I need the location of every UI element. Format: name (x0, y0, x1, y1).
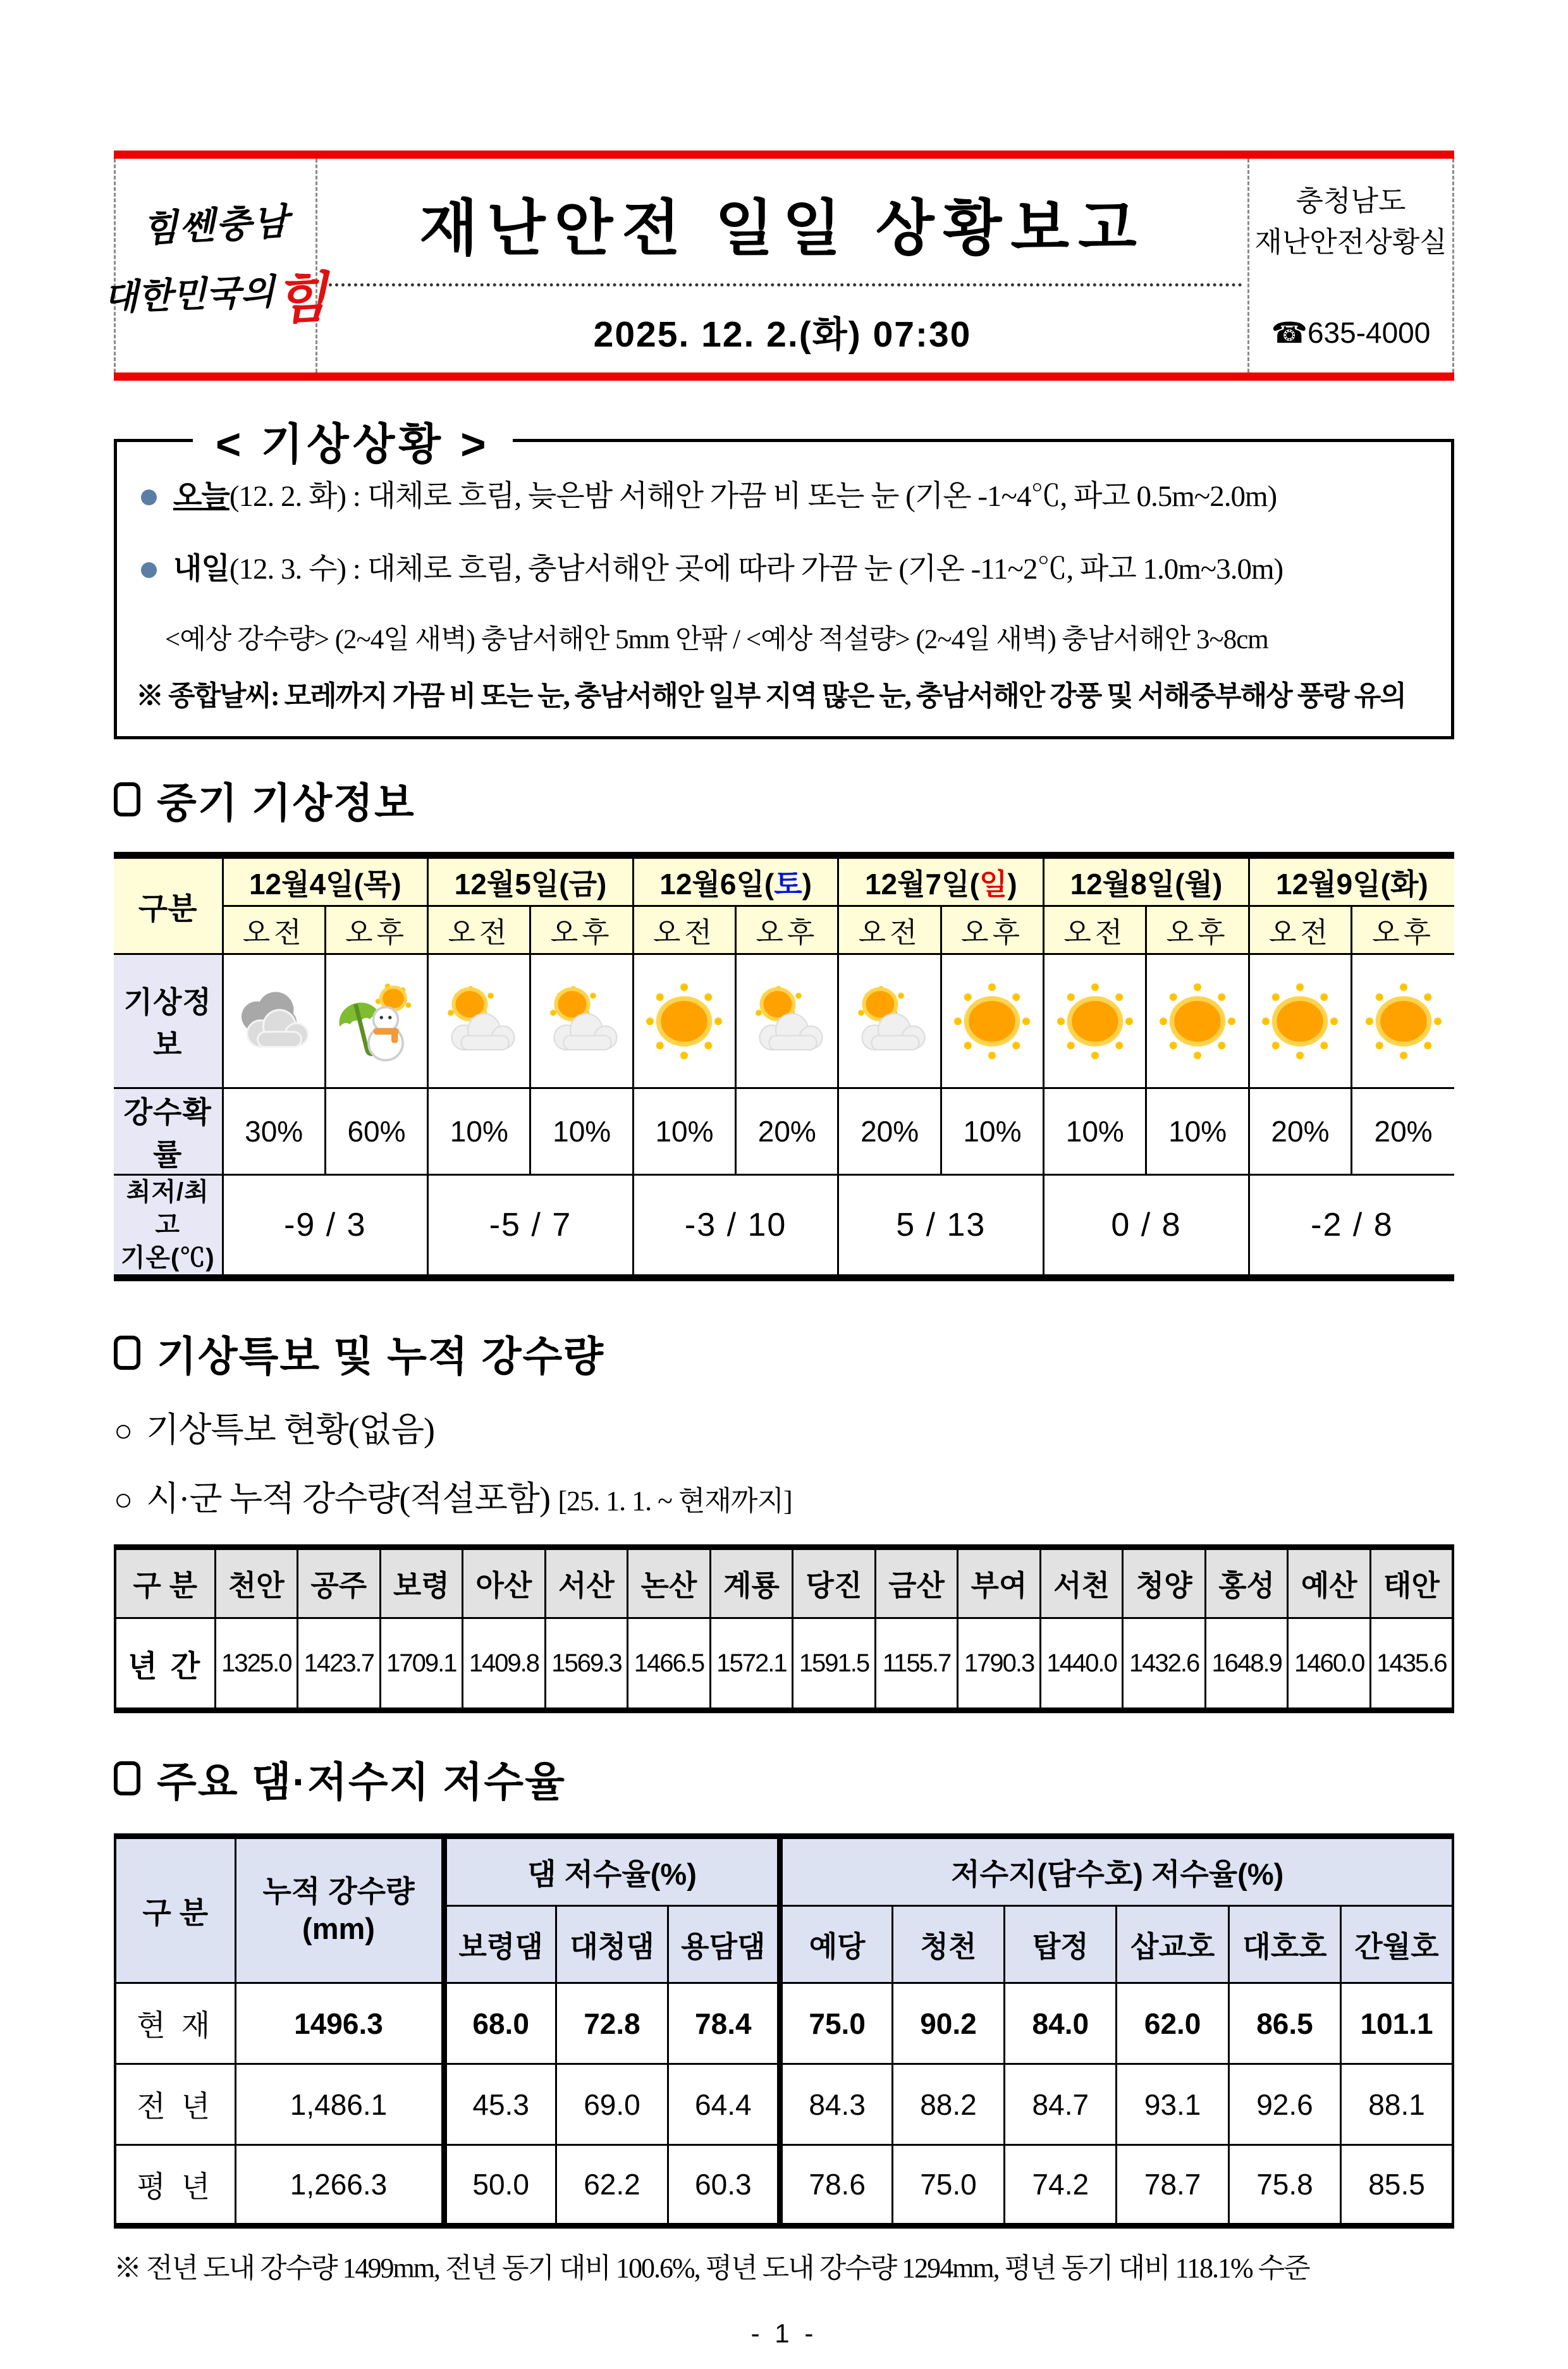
precip-cell: 10% (941, 1088, 1043, 1175)
dam-value: 64.4 (668, 2064, 780, 2145)
tomorrow-label: 내일 (173, 553, 230, 586)
section-special-report (114, 1323, 1454, 1382)
today-text: (12. 2. 화) : 대체로 흐림, 늦은밤 서해안 가끔 비 또는 눈 (기온 -1~4℃, 파고 0.5m~2.0m) (229, 480, 1277, 513)
dam-table-group-header-row (115, 1837, 1453, 1906)
weather-icon (432, 1016, 527, 1026)
dam-value: 75.8 (1228, 2145, 1340, 2226)
dam-value: 78.4 (668, 1983, 780, 2064)
forecast-amount-line: <예상 강수량> (2~4일 새벽) 충남서해안 5mm 안팎 / <예상 적설량> (2~4일 새벽) 충남서해안 3~8cm (165, 625, 1268, 655)
dam-value: 1,266.3 (235, 2145, 444, 2226)
section-midterm-weather (114, 770, 1454, 829)
temp-cell: 0 / 8 (1044, 1175, 1249, 1278)
report-title: 재난안전 일일 상황보고 (419, 195, 1146, 262)
weather-icon (534, 1016, 629, 1026)
day-header: 12월8일 ( 월 ) (1044, 856, 1249, 906)
rain-table-data-row (115, 1618, 1453, 1711)
column-header: 간월호 (1341, 1906, 1453, 1983)
rain-value: 1435.6 (1370, 1618, 1453, 1711)
column-header: 용담댐 (668, 1906, 780, 1983)
org-line2: 재난안전상황실 (1254, 226, 1447, 259)
column-header: 부여 (958, 1548, 1041, 1618)
province-logo (103, 159, 329, 372)
bullet-icon (141, 489, 157, 505)
dam-value: 50.0 (444, 2145, 556, 2226)
weather-cell (1352, 954, 1454, 1088)
column-header: 보령 (380, 1548, 463, 1618)
ampm-header: 오전 (633, 906, 735, 954)
column-header: 홍성 (1205, 1548, 1288, 1618)
column-header: 공주 (298, 1548, 381, 1618)
day-header: 12월7일 ( 일 ) (838, 856, 1044, 906)
column-header: 태안 (1370, 1548, 1453, 1618)
dam-value: 60.3 (668, 2145, 780, 2226)
section-title: 기상특보 및 누적 강수량 (157, 1333, 605, 1379)
dam-value: 88.2 (892, 2064, 1004, 2145)
dam-value: 85.5 (1341, 2145, 1453, 2226)
dam-value: 84.3 (780, 2064, 892, 2145)
weather-cell (1249, 954, 1351, 1088)
weather-icon (1253, 1016, 1347, 1026)
day-header: 12월6일 ( 토 ) (633, 856, 838, 906)
rain-value: 1409.8 (463, 1618, 546, 1711)
dam-value: 78.7 (1117, 2145, 1228, 2226)
section-square-icon (114, 1761, 140, 1795)
ampm-header: 오전 (1044, 906, 1146, 954)
weather-situation-box (114, 420, 1454, 739)
row-label: 평 년 (115, 2145, 235, 2226)
day-header: 12월9일 ( 화 ) (1249, 856, 1454, 906)
rain-value: 1569.3 (545, 1618, 628, 1711)
weather-cell (530, 954, 633, 1088)
rain-value: 1432.6 (1123, 1618, 1206, 1711)
ampm-header: 오전 (1249, 906, 1351, 954)
logo-line1: 힘쎈충남 (141, 199, 290, 251)
weather-cell (838, 954, 941, 1088)
dam-group-header: 댐 저수율(%) (444, 1837, 780, 1906)
header-center (317, 159, 1247, 372)
precip-cell: 10% (428, 1088, 530, 1175)
cumulative-rain-table (114, 1544, 1454, 1713)
dam-value: 74.2 (1005, 2145, 1117, 2226)
corner-header: 구분 (114, 856, 223, 954)
today-label: 오늘 (173, 480, 230, 513)
bullet-icon (141, 562, 157, 578)
column-header: 계룡 (710, 1548, 793, 1618)
weather-icon (1048, 1016, 1142, 1026)
weather-icon (1356, 1016, 1451, 1026)
precip-cell: 20% (838, 1088, 941, 1175)
dam-footnote: ※ 전년 도내 강수량 1499mm, 전년 동기 대비 100.6%, 평년 도내 강수량 1294mm, 평년 동기 대비 118.1% 수준 (114, 2253, 1309, 2284)
row-label: 전 년 (115, 2064, 235, 2145)
dam-row-normal-year (115, 2145, 1453, 2226)
date-range: [25. 1. 1. ~ 현재까지] (558, 1486, 792, 1517)
precip-cell: 20% (1352, 1088, 1454, 1175)
weather-icon (637, 1016, 732, 1026)
midterm-weather-table (114, 852, 1454, 1281)
weather-cell (1146, 954, 1249, 1088)
rain-value: 1572.1 (710, 1618, 793, 1711)
precip-cell: 10% (633, 1088, 735, 1175)
column-header: 대청댐 (556, 1906, 668, 1983)
reservoir-group-header: 저수지(담수호) 저수율(%) (780, 1837, 1453, 1906)
column-header: 대호호 (1228, 1906, 1340, 1983)
column-header: 보령댐 (444, 1906, 556, 1983)
column-header: 삽교호 (1117, 1906, 1228, 1983)
weather-cell (633, 954, 735, 1088)
column-header: 아산 (463, 1548, 546, 1618)
section-square-icon (114, 1336, 140, 1370)
rain-table-header-row (115, 1548, 1453, 1618)
dam-value: 75.0 (780, 1983, 892, 2064)
column-header: 서천 (1040, 1548, 1123, 1618)
column-header: 당진 (793, 1548, 876, 1618)
dam-value: 75.0 (892, 2145, 1004, 2226)
precip-cell: 10% (1044, 1088, 1146, 1175)
temp-cell: -5 / 7 (428, 1175, 634, 1278)
column-header: 금산 (875, 1548, 958, 1618)
temp-cell: -2 / 8 (1249, 1175, 1454, 1278)
weather-cell (223, 954, 325, 1088)
column-header: 청양 (1123, 1548, 1206, 1618)
ampm-header: 오전 (428, 906, 530, 954)
weather-today-line (136, 472, 1430, 515)
dam-value: 93.1 (1117, 2064, 1228, 2145)
temp-cell: -3 / 10 (633, 1175, 838, 1278)
weather-cell (428, 954, 530, 1088)
dam-value: 72.8 (556, 1983, 668, 2064)
day-header: 12월4일 ( 목 ) (223, 856, 428, 906)
ampm-header: 오전 (838, 906, 941, 954)
logo-line2: 대한민국의힘 (103, 265, 329, 331)
dam-value: 88.1 (1341, 2064, 1453, 2145)
weather-icon (226, 1016, 321, 1026)
column-header: 예산 (1288, 1548, 1371, 1618)
row-label: 년 간 (115, 1618, 215, 1711)
weather-icon (1150, 1016, 1245, 1026)
ampm-header: 오전 (223, 906, 325, 954)
weather-cell (736, 954, 838, 1088)
row-label: 현 재 (115, 1983, 235, 2064)
rain-value: 1155.7 (875, 1618, 958, 1711)
report-header (103, 151, 1454, 381)
weather-icon (329, 1016, 424, 1026)
org-phone: ☎635-4000 (1271, 316, 1431, 349)
dam-value: 1,486.1 (235, 2064, 444, 2145)
rain-value: 1648.9 (1205, 1618, 1288, 1711)
dam-value: 45.3 (444, 2064, 556, 2145)
weather-cell (941, 954, 1043, 1088)
dam-value: 90.2 (892, 1983, 1004, 2064)
dam-value: 62.0 (1117, 1983, 1228, 2064)
weather-cell (1044, 954, 1146, 1088)
row-label-precip: 강수확률 (114, 1088, 223, 1175)
precip-cell: 20% (1249, 1088, 1351, 1175)
precip-cell: 20% (736, 1088, 838, 1175)
ampm-header: 오후 (1146, 906, 1249, 954)
dam-value: 69.0 (556, 2064, 668, 2145)
corner-header: 구 분 (115, 1837, 235, 1983)
rain-value: 1325.0 (215, 1618, 298, 1711)
rain-value: 1709.1 (380, 1618, 463, 1711)
dam-value: 101.1 (1341, 1983, 1453, 2064)
column-header: 논산 (628, 1548, 711, 1618)
cumulative-rain-item: ○ 시·군 누적 강수량(적설포함) [25. 1. 1. ~ 현재까지] (114, 1480, 792, 1518)
weather-icon (842, 1016, 937, 1026)
dam-value: 1496.3 (235, 1983, 444, 2064)
rain-value: 1790.3 (958, 1618, 1041, 1711)
weather-icon (740, 1016, 835, 1026)
report-page (0, 151, 1568, 2349)
circle-bullet-icon: ○ (114, 1413, 133, 1448)
day-header: 12월5일 ( 금 ) (428, 856, 634, 906)
logo-accent: 힘 (274, 265, 329, 331)
column-header: 천안 (215, 1548, 298, 1618)
row-label-weather: 기상정보 (114, 954, 223, 1088)
column-header: 구 분 (115, 1548, 215, 1618)
weather-cell (325, 954, 427, 1088)
page-number: - 1 - (750, 2318, 818, 2348)
weather-summary-line: ※ 종합날씨: 모레까지 가끔 비 또는 눈, 충남서해안 일부 지역 많은 눈, 충남서해안 강풍 및 서해중부해상 풍랑 유의 (136, 680, 1406, 711)
cumulative-rain-header: 누적 강수량 (mm) (235, 1837, 444, 1983)
report-datetime: 2025. 12. 2.(화) 07:30 (593, 314, 972, 355)
dam-value: 84.0 (1005, 1983, 1117, 2064)
dam-value: 84.7 (1005, 2064, 1117, 2145)
row-label-temp: 최저/최고 기온(℃) (114, 1175, 223, 1278)
section-square-icon (114, 782, 140, 816)
rain-value: 1423.7 (298, 1618, 381, 1711)
rain-value: 1591.5 (793, 1618, 876, 1711)
rain-value: 1440.0 (1040, 1618, 1123, 1711)
precip-cell: 30% (223, 1088, 325, 1175)
dam-value: 62.2 (556, 2145, 668, 2226)
ampm-header: 오후 (325, 906, 427, 954)
precip-cell: 60% (325, 1088, 427, 1175)
weather-tomorrow-line (136, 545, 1430, 588)
precip-cell: 10% (530, 1088, 633, 1175)
temp-cell: 5 / 13 (838, 1175, 1044, 1278)
dam-reservoir-table (114, 1833, 1454, 2229)
dam-row-last-year (115, 2064, 1453, 2145)
section-title: 주요 댐·저수지 저수율 (157, 1759, 566, 1805)
section-dam-reservoir (114, 1749, 1454, 1808)
rain-value: 1466.5 (628, 1618, 711, 1711)
dam-value: 86.5 (1228, 1983, 1340, 2064)
column-header: 청천 (892, 1906, 1004, 1983)
dam-value: 92.6 (1228, 2064, 1340, 2145)
tomorrow-text: (12. 3. 수) : 대체로 흐림, 충남서해안 곳에 따라 가끔 눈 (기온 -11~2℃, 파고 1.0m~3.0m) (229, 553, 1283, 586)
section-title: 중기 기상정보 (157, 780, 415, 826)
ampm-header: 오후 (736, 906, 838, 954)
column-header: 탑정 (1005, 1906, 1117, 1983)
header-org (1247, 159, 1454, 372)
precip-cell: 10% (1146, 1088, 1249, 1175)
ampm-header: 오후 (530, 906, 633, 954)
special-status-item: ○ 기상특보 현황(없음) (114, 1411, 434, 1449)
dam-row-current (115, 1983, 1453, 2064)
weather-situation-legend: < 기상상황 > (193, 409, 513, 472)
dam-value: 68.0 (444, 1983, 556, 2064)
column-header: 서산 (545, 1548, 628, 1618)
ampm-header: 오후 (1352, 906, 1454, 954)
org-name (1249, 159, 1452, 263)
temp-cell: -9 / 3 (223, 1175, 428, 1278)
rain-value: 1460.0 (1288, 1618, 1371, 1711)
weather-icon (945, 1016, 1039, 1026)
circle-bullet-icon: ○ (114, 1482, 133, 1517)
column-header: 예당 (780, 1906, 892, 1983)
org-line1: 충청남도 (1295, 185, 1406, 217)
dam-value: 78.6 (780, 2145, 892, 2226)
ampm-header: 오후 (941, 906, 1043, 954)
